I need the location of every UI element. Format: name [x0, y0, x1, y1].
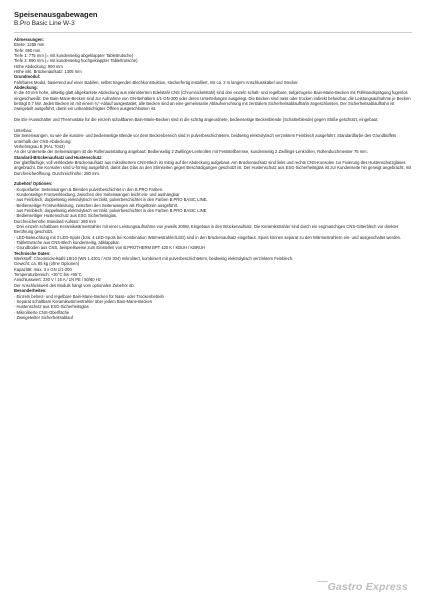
body-line: Tiefe 2: 990 mm (= mit kundenseitig hochgeklappter Tablettrutsche) — [14, 58, 138, 64]
body-line: Die Ein-/Ausschalter und Thermostate für die einzeln schaltbaren Bain-Marie-Becken sind in die schräg angeordnete, bedienseitige Beckenblende (Schalterblende) gegen Stöße geschützt, eingebaut. — [14, 117, 379, 123]
body-line: Verkehrsgrau B (RAL 7043) — [14, 143, 65, 149]
body-line: Tiefe: 690 mm — [14, 47, 41, 53]
body-line: Durchreichehöhe Standard-Aufsatz: 280 mm — [14, 218, 96, 224]
logo-swoosh-icon — [314, 581, 328, 588]
section-heading: Grundmodul: — [14, 74, 41, 80]
body-line: · Zweigeteilter Sicherheitsablauf — [14, 314, 73, 320]
body-line: · Drei einzeln schaltbare Keramikwärmestrahler mit einer Leistungsaufnahme von jeweils 200W. Eingebaut in den Brückenaufsatz. Die Keramikstrahler sind durch ein engmaschiges CNS-Gitterblech vor direkter Berührung geschützt. — [14, 224, 399, 235]
body-line: · Korpusfarbe: Seitenwangen & Blenden pulverbeschichtet in den B.PRO Farben. — [14, 186, 164, 192]
body-line: Werkstoff: Chromnickelstahl 18/10 (WN 1.4301 / AISI 304) mikrolitert, kombiniert mit pulverbeschichtetem, beidseitig elektrolytisch verzinktem Feinblech. — [14, 256, 294, 262]
body-line: · Einzeln beheiz- und regelbare Bain-Marie-Becken für Nass- oder Trockenbetrieb — [14, 293, 164, 299]
body-line: · Bedienseitige Frontverkleidung, zwischen den Seitenwangen als Flügeltüren ausgeführt. — [14, 202, 179, 208]
body-line: · LED-Beleuchtung mit 3 LED-Spots (bzw. 4 LED-Spots bei Kombination Wärmestrahler/LED) sind in den Brückenaufsatz eingebaut. Spots können separat zu den Wärmestrahlern ein- und ausgeschaltet werden. — [14, 234, 402, 240]
body-line: Der Anschlusswert des Moduls hängt vom optionalen Zubehör ab. — [14, 282, 135, 288]
header-divider — [14, 32, 412, 33]
body-line: Höhe Abdeckung: 900 mm — [14, 63, 63, 69]
section-heading: Besonderheiten: — [14, 288, 47, 294]
body-line: Höhe inkl. Brückenaufsatz: 1305 mm — [14, 69, 82, 75]
body-line: · Kundenseitige Frontverkleidung, zwischen den Seitenwangen leicht ein- und aushängbar — [14, 191, 180, 197]
document-page — [14, 10, 412, 320]
page-subtitle: B.Pro Basic Line W-3 — [14, 20, 75, 27]
body-line: · aus Feinblech, doppelseitig elektrolytisch verzinkt, pulverbeschichtet in den Farben B.PRO BASIC LINE — [14, 208, 207, 213]
document-body — [14, 37, 412, 320]
body-line: · Tablettrutsche aus CNS-Blech kundenseitig, abklappbar. — [14, 240, 120, 246]
body-line: · Bedienseitiger Hustenschutz aus ESG Sicherheitsglas. — [14, 213, 118, 219]
body-line: Unterbau: — [14, 127, 33, 133]
body-line: Anschlusswert: 230 V / 16 A / 1N PE / 50/60 Hz — [14, 277, 101, 283]
logo-text: Gastro Express — [327, 581, 408, 593]
body-line: · Separat schaltbare Keramikwärmestrahler über jedem Bain-Marie-Becken — [14, 298, 153, 304]
section-heading: Zubehör/ Optionen: — [14, 181, 53, 187]
page-title: Speisenausgabewagen — [14, 10, 98, 19]
body-line: Kapazität: max. 3 x GN 1/1-200 — [14, 266, 72, 272]
section-heading: Abmessungen: — [14, 37, 44, 42]
body-line: Fahrbares Modul, basierend auf einer stabilen, selbst tragenden Blechkonstruktion, steckerfertig installiert, mit ca. 2 m langem Anschlusskabel und Stecker. — [14, 79, 299, 85]
body-line: · Grundboden aus CNS, beispielsweise zum Einstellen von B.PROTHERM BPT 420 K / KBUH / KBRUH — [14, 245, 205, 251]
section-heading: Technische Daten: — [14, 250, 51, 256]
body-line: In die 40 mm hohe, allseitig glatt abgekantete Abdeckung aus mikrolitertem Edelstahl CNS (Chromnickelstahl) sind drei einzeln schalt- und regelbare, tiefgezogene Bain-Marie-Becken mit Füllstandsprägung fugenlos eingeschweißt. Die Bain-Marie-Becken sind zur Aufnahme von GN-Behältern 1/1-GN-200 oder deren Unterteilungen ausgelegt. Die Becken sind nass oder trocken indirekt beheizbar, die Leistungsaufnahme je Becken beträgt 0,7 kW. Jedes Becken ist mit einem ¾"-Ablauf ausgestattet; alle Becken sind an eine gemeinsame Ablaufverrohrung mit zentralem Sicherheitsablaufhahn angeschlossen. Der Sicherheitsablaufhahn ist zweigeteilt ausgeführt, damit ein unbeabsichtigtes Öffnen ausgeschlossen ist. — [14, 90, 411, 112]
body-line: · Hustenschutz aus ESG-Sicherheitsglas — [14, 304, 89, 310]
body-line: · Mikrolitierte CNS-Oberfläche — [14, 309, 70, 315]
body-line: An der Unterseite der Seitenwangen ist die Rollenausstattung angebaut: Bedienseitig 2 Zwillings-Lenkrollen mit Feststellbremse, kundenseitig 2 Zwillings-Lenkrollen, Rollendurchmesser 75 mm. — [14, 149, 368, 155]
body-line: Die Seitenwangen, so wie die kunden- und bedienseitige Blende vor dem Beckenbereich sind in pulverbeschichtetem, beidseitig elektrolytisch verzinktem Feinblech ausgeführt: Standardfarbe des Grundbüffets unterhalb der CNS-Abdeckung: — [14, 133, 397, 144]
gastro-express-logo — [316, 581, 408, 593]
body-line: Temperaturbereich: +30°C bis +95°C — [14, 272, 82, 278]
body-line: Gewicht: ca. 85 kg (ohne Optionen) — [14, 261, 80, 267]
body-line: Tiefe 1: 775 mm (= mit kundenseitig abgeklappter Tablettrutsche) — [14, 53, 134, 59]
section-heading: Abdeckung: — [14, 85, 38, 91]
body-line: Der glattflächige, voll verkleidete Brückenaufsatz aus mikrolitertem CNS-Blech ist mittig auf der Abdeckung aufgebaut. Am Brückenaufsatz sind links und rechts CNS-Konsolen zur Fixierung des Hustenschutzglases angebracht. Die Konsolen sind U-förmig ausgeführt, damit das Glas an den Stirnseiten gegen Beschädigungen geschützt ist. Der Hustenschutz aus ESG-Sicherheitsglas ist zur Kundenseite hin geneigt angebracht, mit Durchreicheöffnung. Durchreichhöhe: 280 mm. — [14, 159, 412, 176]
body-line: Breite: 1255 mm — [14, 42, 45, 48]
section-heading: Standard-Brückenaufsatz und Hustenschutz: — [14, 154, 103, 160]
body-line: · aus Feinblech, doppelseitig elektrolytisch verzinkt, pulverbeschichtet in den Farben B.PRO BASIC LINE. — [14, 197, 208, 203]
